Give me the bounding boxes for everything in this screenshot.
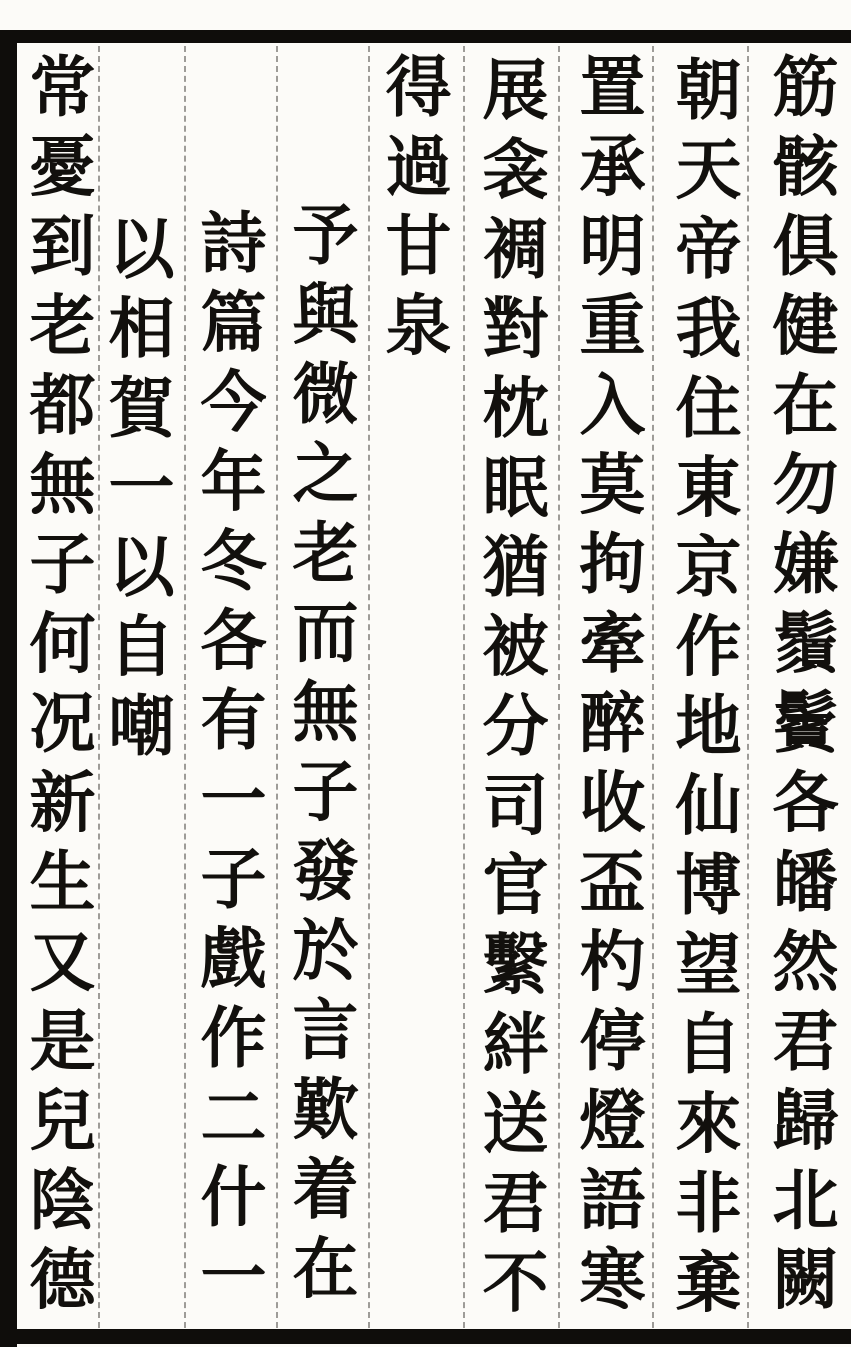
poem-title-column-1: 予與微之老而無子發於言歎着在: [281, 200, 359, 1313]
text-column-2: 朝天帝我住東京作地仙博望自來非棄: [664, 55, 742, 1327]
column-separator-2: [652, 46, 654, 1328]
page-border-left: [0, 30, 17, 1347]
text-column-1: 筋骸俱健在勿嫌鬚鬢各皤然君歸北闕: [761, 52, 839, 1324]
text-column-4: 展衾裯對枕眠猶被分司官繫絆送君不: [471, 55, 549, 1327]
poem-title-column-3: 以相賀一以自嘲: [97, 214, 175, 771]
text-column-3: 置承明重入莫拘牽醉收盃杓停燈語寒: [568, 52, 646, 1324]
column-separator-1: [747, 46, 749, 1328]
text-column-9: 常憂到老都無子何况新生又是兒陰德: [18, 52, 96, 1324]
poem-title-column-2: 詩篇今年冬各有一子戲作二什一: [189, 208, 267, 1321]
column-separator-6: [276, 46, 278, 1328]
page-border-top: [0, 30, 851, 43]
text-column-5: 得過甘泉: [374, 52, 452, 370]
column-separator-3: [558, 46, 560, 1328]
column-separator-5: [368, 46, 370, 1328]
column-separator-4: [463, 46, 465, 1328]
column-separator-7: [184, 46, 186, 1328]
